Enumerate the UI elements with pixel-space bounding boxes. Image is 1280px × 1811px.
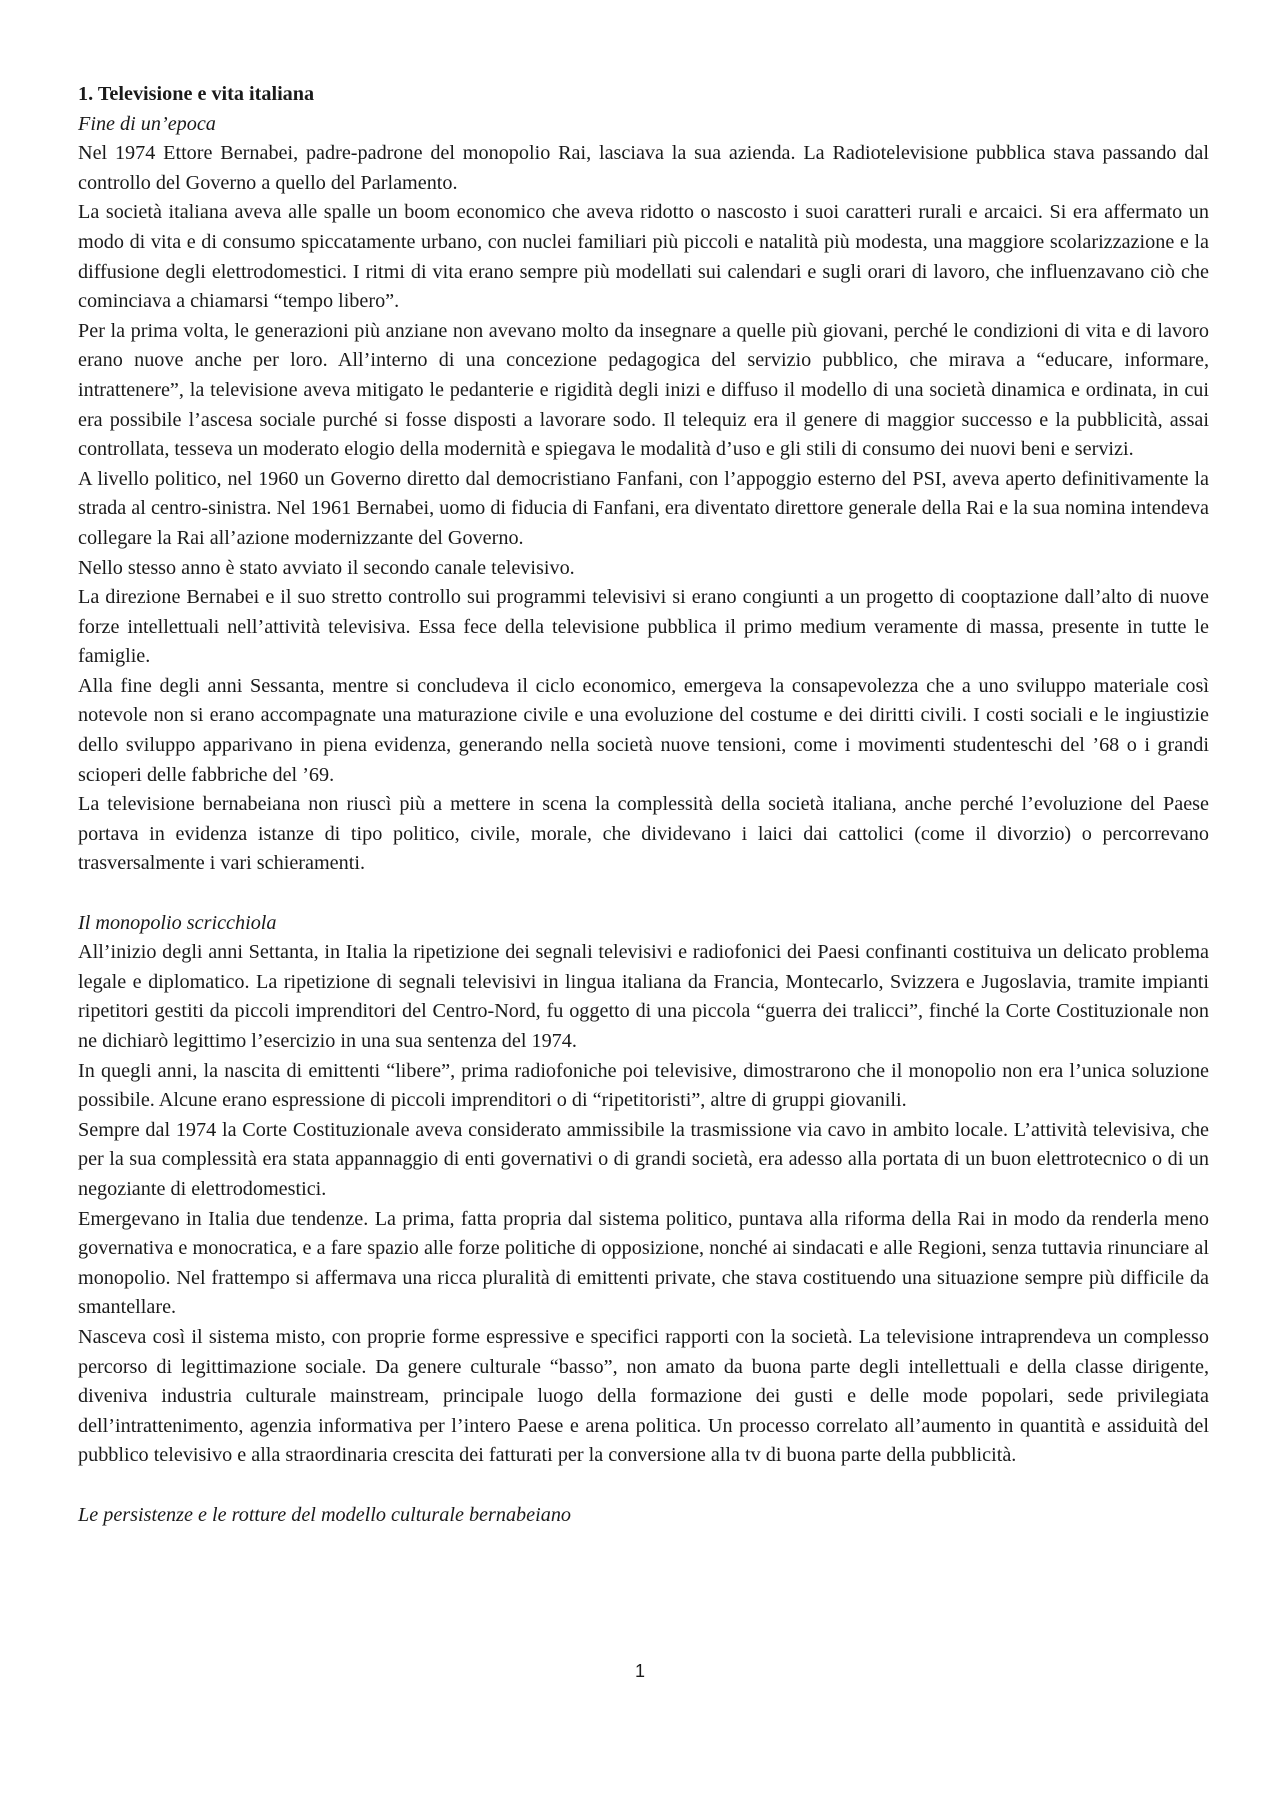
page-number: 1	[634, 1661, 645, 1681]
chapter-heading: 1. Televisione e vita italiana	[78, 83, 315, 105]
section-subtitle: Il monopolio scricchiola	[78, 911, 277, 934]
paragraph: Alla fine degli anni Sessanta, mentre si concludeva il ciclo economico, emergeva la consapevolezza che a uno sviluppo materiale così notevole non si erano accompagnate una maturazione civile e una evoluzione del costume e dei diritti civili. I costi sociali e le ingiustizie dello sviluppo apparivano in piena evidenza, generando nella società nuove tensioni, come i movimenti studenteschi del ’68 o i grandi scioperi delle fabbriche del ’69.	[78, 674, 1209, 786]
paragraph: Sempre dal 1974 la Corte Costituzionale aveva considerato ammissibile la trasmissione via cavo in ambito locale. L’attività televisiva, che per la sua complessità era stata appannaggio di enti governativi o di grandi società, era adesso alla portata di un buon elettrotecnico o di un negoziante di elettrodomestici.	[78, 1118, 1209, 1200]
paragraph: Emergevano in Italia due tendenze. La prima, fatta propria dal sistema politico, puntava alla riforma della Rai in modo da renderla meno governativa e monocratica, e a fare spazio alle forze politiche di opposizione, nonché ai sindacati e alle Regioni, senza tuttavia rinunciare al monopolio. Nel frattempo si affermava una ricca pluralità di emittenti private, che stava costituendo una situazione sempre più difficile da smantellare.	[78, 1207, 1209, 1319]
paragraph: In quegli anni, la nascita di emittenti “libere”, prima radiofoniche poi televisive, dimostrarono che il monopolio non era l’unica soluzione possibile. Alcune erano espressione di piccoli imprenditori o di “ripetitoristi”, altre di gruppi giovanili.	[78, 1059, 1209, 1112]
spacer	[78, 879, 1209, 909]
paragraph: A livello politico, nel 1960 un Governo diretto dal democristiano Fanfani, con l’appoggio esterno del PSI, aveva aperto definitivamente la strada al centro-sinistra. Nel 1961 Bernabei, uomo di fiducia di Fanfani, era diventato direttore generale della Rai e la sua nomina intendeva collegare la Rai all’azione modernizzante del Governo.	[78, 467, 1209, 549]
paragraph: Nel 1974 Ettore Bernabei, padre-padrone del monopolio Rai, lasciava la sua azienda. La Radiotelevisione pubblica stava passando dal controllo del Governo a quello del Parlamento.	[78, 142, 1209, 194]
paragraph: La televisione bernabeiana non riuscì più a mettere in scena la complessità della società italiana, anche perché l’evoluzione del Paese portava in evidenza istanze di tipo politico, civile, morale, che dividevano i laici dai cattolici (come il divorzio) o percorrevano trasversalmente i vari schieramenti.	[78, 793, 1209, 875]
paragraph: Per la prima volta, le generazioni più anziane non avevano molto da insegnare a quelle più giovani, perché le condizioni di vita e di lavoro erano nuove anche per loro. All’interno di una concezione pedagogica del servizio pubblico, che mirava a “educare, informare, intrattenere”, la televisione aveva mitigato le pedanterie e rigidità degli inizi e diffuso il modello di una società dinamica e ordinata, in cui era possibile l’ascesa sociale purché si fosse disposti a lavorare sodo. Il telequiz era il genere di maggior successo e la pubblicità, assai controllata, tesseva un moderato elogio della modernità e spiegava le modalità d’uso e gli stili di consumo dei nuovi beni e servizi.	[78, 319, 1209, 461]
paragraph: La direzione Bernabei e il suo stretto controllo sui programmi televisivi si erano congiunti a un progetto di cooptazione dall’alto di nuove forze intellettuali nell’attività televisiva. Essa fece della televisione pubblica il primo medium veramente di massa, presente in tutte le famiglie.	[78, 586, 1209, 668]
paragraph: La società italiana aveva alle spalle un boom economico che aveva ridotto o nascosto i suoi caratteri rurali e arcaici. Si era affermato un modo di vita e di consumo spiccatamente urbano, con nuclei familiari più piccoli e natalità più modesta, una maggiore scolarizzazione e la diffusione degli elettrodomestici. I ritmi di vita erano sempre più modellati sui calendari e sugli orari di lavoro, che influenzavano ciò che cominciava a chiamarsi “tempo libero”.	[78, 201, 1209, 313]
section-subtitle: Le persistenze e le rotture del modello culturale bernabeiano	[78, 1503, 572, 1526]
spacer	[78, 1471, 1209, 1501]
section-subtitle: Fine di un’epoca	[78, 112, 216, 135]
paragraph: Nello stesso anno è stato avviato il secondo canale televisivo.	[78, 556, 575, 579]
paragraph: All’inizio degli anni Settanta, in Italia la ripetizione dei segnali televisivi e radiofonici dei Paesi confinanti costituiva un delicato problema legale e diplomatico. La ripetizione di segnali televisivi in lingua italiana da Francia, Montecarlo, Svizzera e Jugoslavia, tramite impianti ripetitori gestiti da piccoli imprenditori del Centro-Nord, fu oggetto di una piccola “guerra dei tralicci”, finché la Corte Costituzionale non ne dichiarò legittimo l’esercizio in una sua sentenza del 1974.	[78, 941, 1209, 1052]
paragraph: Nasceva così il sistema misto, con proprie forme espressive e specifici rapporti con la società. La televisione intraprendeva un complesso percorso di legittimazione sociale. Da genere culturale “basso”, non amato da buona parte degli intellettuali e della classe dirigente, diveniva industria culturale mainstream, principale luogo della formazione dei gusti e delle mode popolari, sede privilegiata dell’intrattenimento, agenzia informativa per l’intero Paese e arena politica. Un processo correlato all’aumento in quantità e assiduità del pubblico televisivo e alla straordinaria crescita dei fatturati per la conversione alla tv di buona parte della pubblicità.	[78, 1325, 1209, 1467]
document-page	[78, 80, 1209, 1530]
